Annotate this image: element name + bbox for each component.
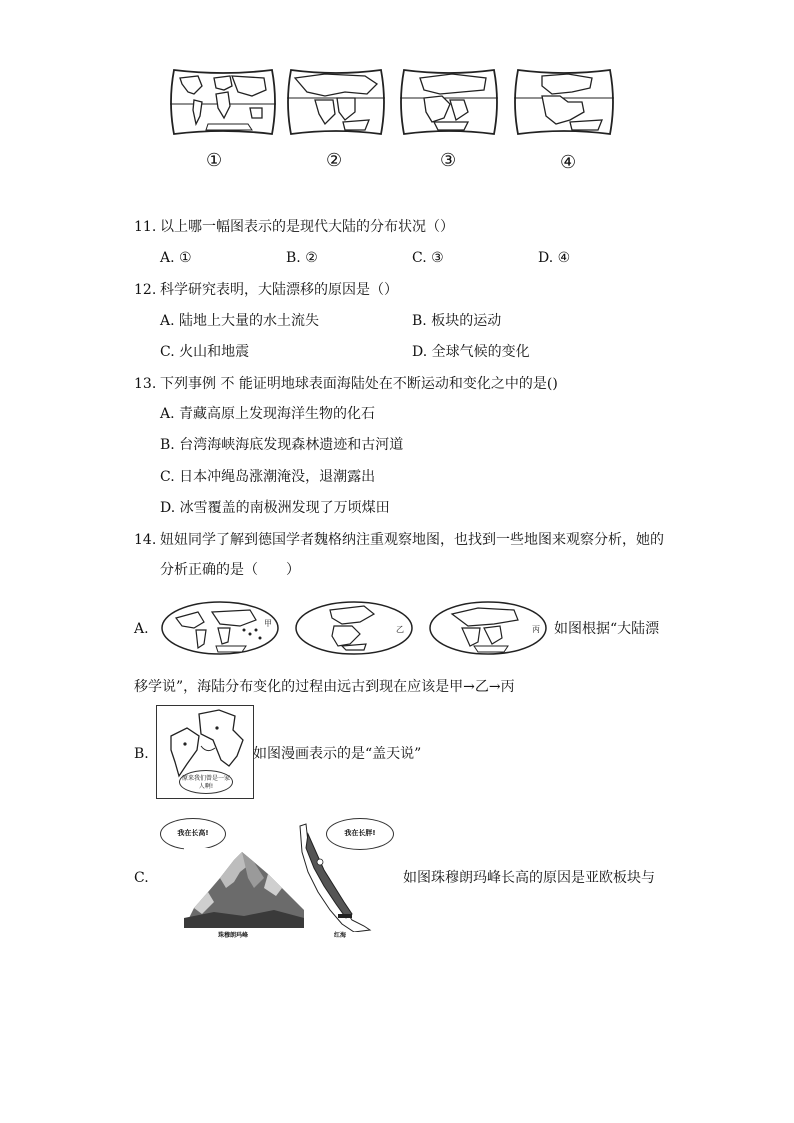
option-b-text: 如图漫画表示的是“盖天说” bbox=[253, 746, 422, 762]
option-d[interactable]: D. ④ bbox=[538, 250, 571, 266]
map-label-yi: 乙 bbox=[396, 625, 404, 634]
question-number: 13. bbox=[134, 376, 157, 392]
option-c[interactable]: C. 火山和地震 bbox=[160, 344, 250, 360]
question-stem-line-1: 妞妞同学了解到德国学者魏格纳注重观察地图，也找到一些地图来观察分析，她的 bbox=[160, 532, 664, 548]
speech-bubble-right: 我在长胖! bbox=[326, 818, 394, 850]
option-b-letter[interactable]: B. bbox=[134, 746, 149, 762]
map-label-3: ③ bbox=[440, 150, 457, 171]
map-2-continents bbox=[285, 68, 387, 136]
map-label-1: ① bbox=[206, 150, 223, 171]
option-a-text-line-1: 如图根据“大陆漂 bbox=[554, 621, 660, 637]
option-a-letter[interactable]: A. bbox=[134, 621, 149, 637]
map-label-2: ② bbox=[326, 150, 343, 171]
question-number: 14. bbox=[134, 532, 157, 548]
continent-cartoon bbox=[156, 705, 254, 799]
option-d[interactable]: D. 全球气候的变化 bbox=[412, 344, 530, 360]
map-label-4: ④ bbox=[560, 152, 577, 173]
oval-map-yi bbox=[294, 600, 414, 656]
question-stem-line-2: 分析正确的是（ ） bbox=[160, 562, 300, 578]
map-label-jia: 甲 bbox=[264, 619, 272, 628]
question-stem: 下列事例 不 能证明地球表面海陆处在不断运动和变化之中的是() bbox=[160, 376, 558, 392]
option-a[interactable]: A. 陆地上大量的水土流失 bbox=[160, 313, 320, 329]
option-a[interactable]: A. 青藏高原上发现海洋生物的化石 bbox=[160, 406, 376, 422]
question-stem: 以上哪一幅图表示的是现代大陆的分布状况（） bbox=[160, 219, 454, 235]
option-d[interactable]: D. 冰雪覆盖的南极洲发现了万顷煤田 bbox=[160, 500, 390, 516]
question-stem: 科学研究表明，大陆漂移的原因是（） bbox=[160, 282, 398, 298]
map-4-pangaea bbox=[512, 68, 616, 136]
cartoon-speech-bubble: 原来我们曾是一家人啊! bbox=[179, 770, 233, 794]
everest-photo bbox=[184, 848, 304, 928]
option-c-letter[interactable]: C. bbox=[134, 870, 149, 886]
option-c[interactable]: C. ③ bbox=[412, 250, 444, 266]
option-b[interactable]: B. 板块的运动 bbox=[412, 313, 502, 329]
question-number: 11. bbox=[134, 219, 157, 235]
option-a-text-line-2: 移学说”，海陆分布变化的过程由远古到现在应该是甲→乙→丙 bbox=[134, 679, 515, 695]
option-b[interactable]: B. 台湾海峡海底发现森林遗迹和古河道 bbox=[160, 437, 404, 453]
option-c[interactable]: C. 日本冲绳岛涨潮淹没，退潮露出 bbox=[160, 469, 376, 485]
map-1-modern-continents bbox=[168, 68, 278, 136]
option-a[interactable]: A. ① bbox=[160, 250, 192, 266]
oval-map-bing bbox=[428, 600, 548, 656]
red-sea-caption: 红海 bbox=[334, 932, 347, 939]
option-b[interactable]: B. ② bbox=[286, 250, 318, 266]
everest-caption: 珠穆朗玛峰 bbox=[218, 932, 249, 939]
speech-bubble-left: 我在长高! bbox=[160, 818, 226, 850]
map-3-continents bbox=[398, 68, 500, 136]
question-number: 12. bbox=[134, 282, 157, 298]
map-label-bing: 丙 bbox=[532, 625, 540, 634]
option-c-text: 如图珠穆朗玛峰长高的原因是亚欧板块与 bbox=[403, 870, 655, 886]
oval-map-jia bbox=[160, 600, 280, 656]
